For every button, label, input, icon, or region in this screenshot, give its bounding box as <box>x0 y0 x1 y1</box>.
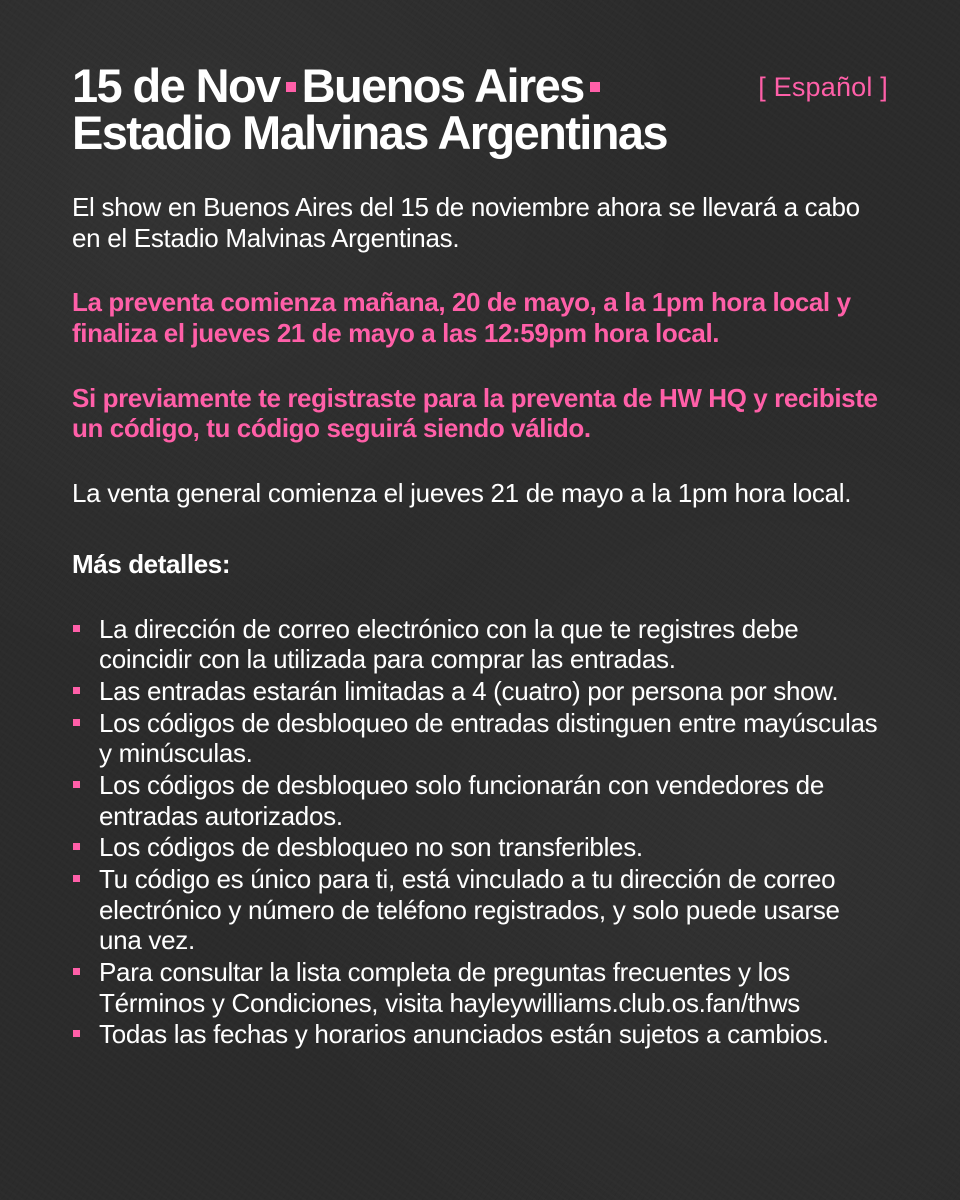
title-date: 15 de Nov <box>72 59 280 112</box>
list-item-text: Las entradas estarán limitadas a 4 (cuatro) por persona por show. <box>99 676 839 707</box>
list-item-text: Los códigos de desbloqueo solo funcionarán con vendedores de entradas autorizados. <box>99 770 824 831</box>
list-item <box>72 676 888 707</box>
square-bullet-icon <box>73 1030 80 1037</box>
language-tag: [ Español ] <box>758 72 888 102</box>
list-item <box>72 614 888 675</box>
list-item <box>72 708 888 769</box>
title-venue: Estadio Malvinas Argentinas <box>72 106 667 159</box>
venue-change-paragraph: El show en Buenos Aires del 15 de noviembre ahora se llevará a cabo en el Estadio Malvinas Argentinas. <box>72 192 860 253</box>
list-item-text: Tu código es único para ti, está vinculado a tu dirección de correo electrónico y número de teléfono registrados, y solo puede usarse una vez. <box>99 864 840 956</box>
square-bullet-icon <box>73 687 80 694</box>
list-item <box>72 864 888 956</box>
list-item <box>72 1019 888 1050</box>
list-item <box>72 832 888 863</box>
list-item-text: Todas las fechas y horarios anunciados están sujetos a cambios. <box>99 1019 829 1050</box>
square-bullet-icon <box>73 875 80 882</box>
square-bullet-icon <box>73 843 80 850</box>
hwhq-code-paragraph: Si previamente te registraste para la preventa de HW HQ y recibiste un código, tu código seguirá siendo válido. <box>72 382 878 444</box>
presale-paragraph: La preventa comienza mañana, 20 de mayo, a la 1pm hora local y finaliza el jueves 21 de mayo a las 12:59pm hora local. <box>72 287 851 349</box>
details-list <box>72 614 888 1050</box>
square-bullet-icon <box>73 719 80 726</box>
list-item-text: La dirección de correo electrónico con la que te registres debe coincidir con la utilizada para comprar las entradas. <box>99 613 799 675</box>
details-heading: Más detalles: <box>72 548 231 579</box>
list-item-text: Para consultar la lista completa de preguntas frecuentes y los Términos y Condiciones, visita hayleywilliams.club.os.fan/thws <box>99 957 801 1018</box>
general-sale-paragraph: La venta general comienza el jueves 21 de mayo a la 1pm hora local. <box>72 478 852 509</box>
list-item-text: Los códigos de desbloqueo no son transferibles. <box>99 832 643 863</box>
square-bullet-icon <box>73 625 80 632</box>
title-city: Buenos Aires <box>301 59 584 112</box>
list-item-text: Los códigos de desbloqueo de entradas distinguen entre mayúsculas y minúsculas. <box>99 707 878 769</box>
square-separator-icon <box>590 82 600 92</box>
square-separator-icon <box>286 82 296 92</box>
square-bullet-icon <box>73 968 80 975</box>
list-item <box>72 957 888 1018</box>
list-item <box>72 770 888 831</box>
square-bullet-icon <box>73 781 80 788</box>
